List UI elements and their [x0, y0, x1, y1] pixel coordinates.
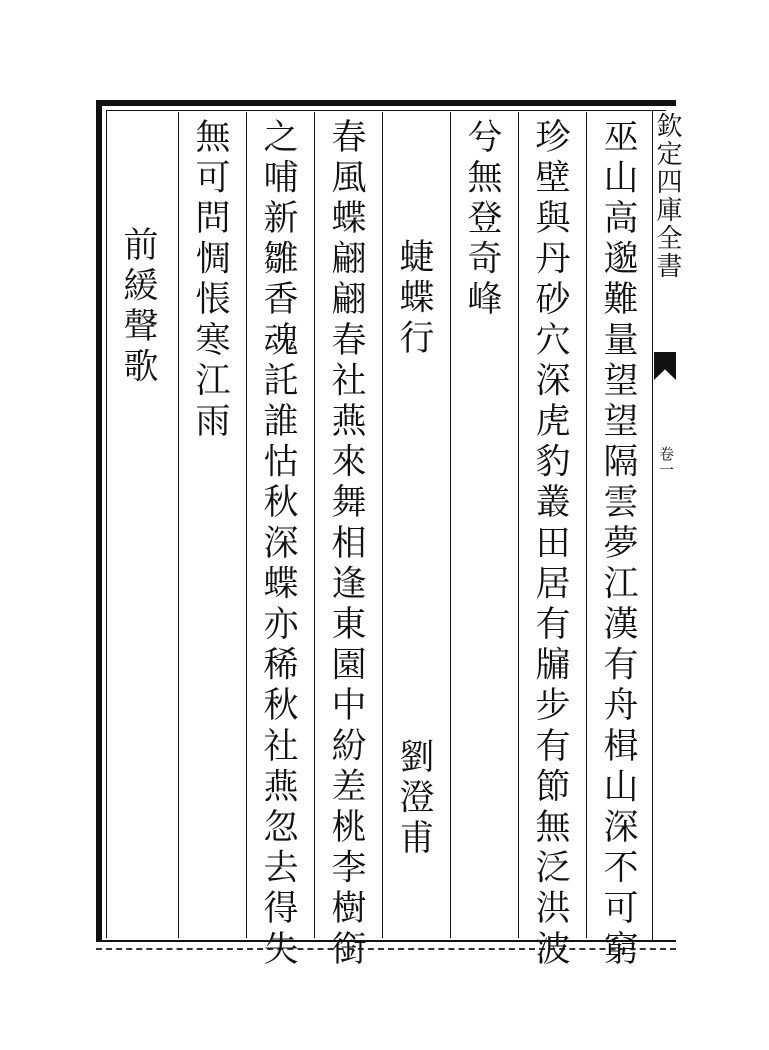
bottom-rule: [96, 948, 676, 950]
column-rule: [314, 112, 315, 938]
text-column-7: 無可問惆悵寒江雨: [190, 118, 230, 443]
poem-title: 蜨蝶行: [394, 238, 434, 360]
text-column-6: 之哺新雛香魂託誰怙秋深蝶亦稀秋社燕忽去得失: [258, 118, 298, 971]
text-column-3: 兮無登奇峰: [462, 118, 502, 321]
text-column-1: 巫山高邈難量望望隔雲夢江漢有舟楫山深不可窮: [598, 118, 638, 971]
column-rule: [178, 112, 179, 938]
margin-book-title: 欽定四庫全書: [652, 112, 682, 280]
poem-author: 劉澄甫: [394, 738, 434, 860]
column-rule: [450, 112, 451, 938]
column-rule: [382, 112, 383, 938]
text-column-5: 春風蝶翩翩春社燕來舞相逢東園中紛差桃李樹銜: [326, 118, 366, 971]
margin-volume: 卷一: [657, 446, 675, 478]
column-rule: [246, 112, 247, 938]
column-rule: [586, 112, 587, 938]
column-rule: [518, 112, 519, 938]
next-poem-title: 前緩聲歌: [118, 226, 158, 389]
text-column-2: 珍壁與丹砂穴深虎豹叢田居有牖步有節無泛洪波: [530, 118, 570, 971]
